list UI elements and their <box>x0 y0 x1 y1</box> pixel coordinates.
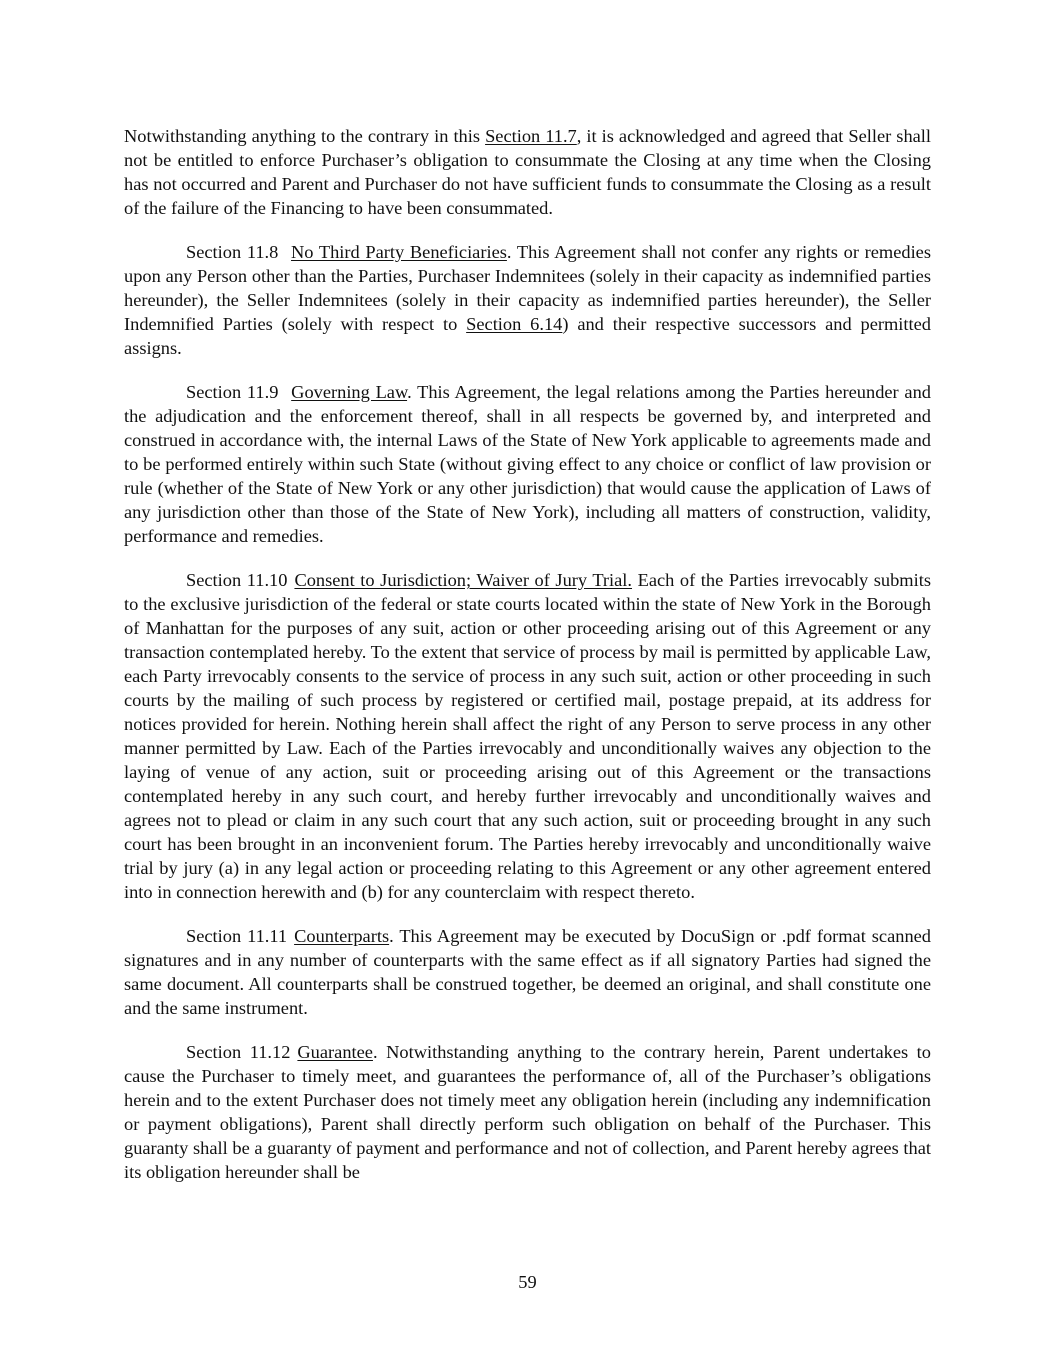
section-11-11-paragraph <box>124 924 931 1020</box>
section-11-9-paragraph <box>124 380 931 548</box>
section-title: Counterparts <box>294 926 390 946</box>
intro-paragraph <box>124 124 931 220</box>
section-11-7-reference: Section 11.7 <box>485 126 577 146</box>
section-title-punctuation: . <box>372 1042 378 1062</box>
section-6-14-reference: Section 6.14 <box>466 314 563 334</box>
section-number: Section 11.11 <box>186 926 288 946</box>
section-11-10-paragraph <box>124 568 931 904</box>
section-number: Section 11.10 <box>186 570 288 590</box>
section-title-punctuation: . <box>506 242 512 262</box>
intro-text-before: Notwithstanding anything to the contrary in this <box>124 126 486 146</box>
section-title-punctuation: . <box>407 382 412 402</box>
section-number: Section 11.9 <box>186 382 279 402</box>
section-11-8-paragraph <box>124 240 931 360</box>
section-body: Notwithstanding anything to the contrary herein, Parent undertakes to cause the Purchaser to timely meet, and guarantees the performance of, all of the Purchaser’s obligations herein and to the extent Purchaser does not timely meet any obligation herein (including any indemnification or payment obligations), Parent shall directly perform such obligation on behalf of the Purchaser. This guaranty shall be a guaranty of payment and performance and not of collection, and Parent hereby agrees that its obligation hereunder shall be <box>124 1042 931 1182</box>
section-title: No Third Party Beneficiaries <box>291 242 507 262</box>
section-body: This Agreement, the legal relations among the Parties hereunder and the adjudication and the enforcement thereof, shall in all respects be governed by, and interpreted and construed in accordance with, the internal Laws of the State of New York applicable to agreements made and to be performed entirely within such State (without giving effect to any choice or conflict of law provision or rule (whether of the State of New York or any other jurisdiction) that would cause the application of Laws of any jurisdiction other than those of the State of New York), including all matters of construction, validity, performance and remedies. <box>124 382 931 546</box>
section-body: This Agreement shall not confer any rights or remedies upon any Person other than the Parties, Purchaser Indemnitees (solely in their capacity as indemnified parties hereunder), the Seller Indemnitees (solely in their capacity as indemnified parties hereunder), the Seller Indemnified Parties (solely with respect to <box>124 242 932 334</box>
document-page <box>124 124 931 1204</box>
section-title: Guarantee <box>297 1042 373 1062</box>
intro-text-after: , it is acknowledged and agreed that Seller shall not be entitled to enforce Purchaser’s obligation to consummate the Closing at any time when the Closing has not occurred and Parent and Purchaser do not have sufficient funds to consummate the Closing as a result of the failure of the Financing to have been consummated. <box>124 126 932 218</box>
section-title-punctuation: . <box>389 926 394 946</box>
section-body: This Agreement may be executed by DocuSign or .pdf format scanned signatures and in any number of counterparts with the same effect as if all signatory Parties had signed the same document. All counterparts shall be construed together, be deemed an original, and shall constitute one and the same instrument. <box>124 926 931 1018</box>
section-title: Consent to Jurisdiction; Waiver of Jury Trial. <box>294 570 633 590</box>
section-body: Each of the Parties irrevocably submits to the exclusive jurisdiction of the federal or state courts located within the state of New York in the Borough of Manhattan for the purposes of any suit, action or other proceeding arising out of this Agreement or any transaction contemplated hereby. To the extent that service of process by mail is permitted by applicable Law, each Party irrevocably consents to the service of process in any such suit, action or other proceeding in such courts by the mailing of such process by registered or certified mail, postage prepaid, at its address for notices provided for herein. Nothing herein shall affect the right of any Person to serve process in any other manner permitted by Law. Each of the Parties irrevocably and unconditionally waives any objection to the laying of venue of any action, suit or proceeding arising out of this Agreement or the transactions contemplated hereby in any such court, and hereby further irrevocably and unconditionally waives and agrees not to plead or claim in any such court that any such action, suit or proceeding brought in any such court has been brought in an inconvenient forum. The Parties hereby irrevocably and unconditionally waive trial by jury (a) in any legal action or proceeding relating to this Agreement or any other agreement entered into in connection herewith and (b) for any counterclaim with respect thereto. <box>124 570 931 902</box>
section-number: Section 11.8 <box>186 242 279 262</box>
section-11-12-paragraph <box>124 1040 931 1184</box>
section-body-continued: ) and their respective successors and permitted assigns. <box>124 314 931 358</box>
page-number: 59 <box>518 1272 537 1292</box>
section-title: Governing Law <box>291 382 408 402</box>
section-number: Section 11.12 <box>186 1042 291 1062</box>
